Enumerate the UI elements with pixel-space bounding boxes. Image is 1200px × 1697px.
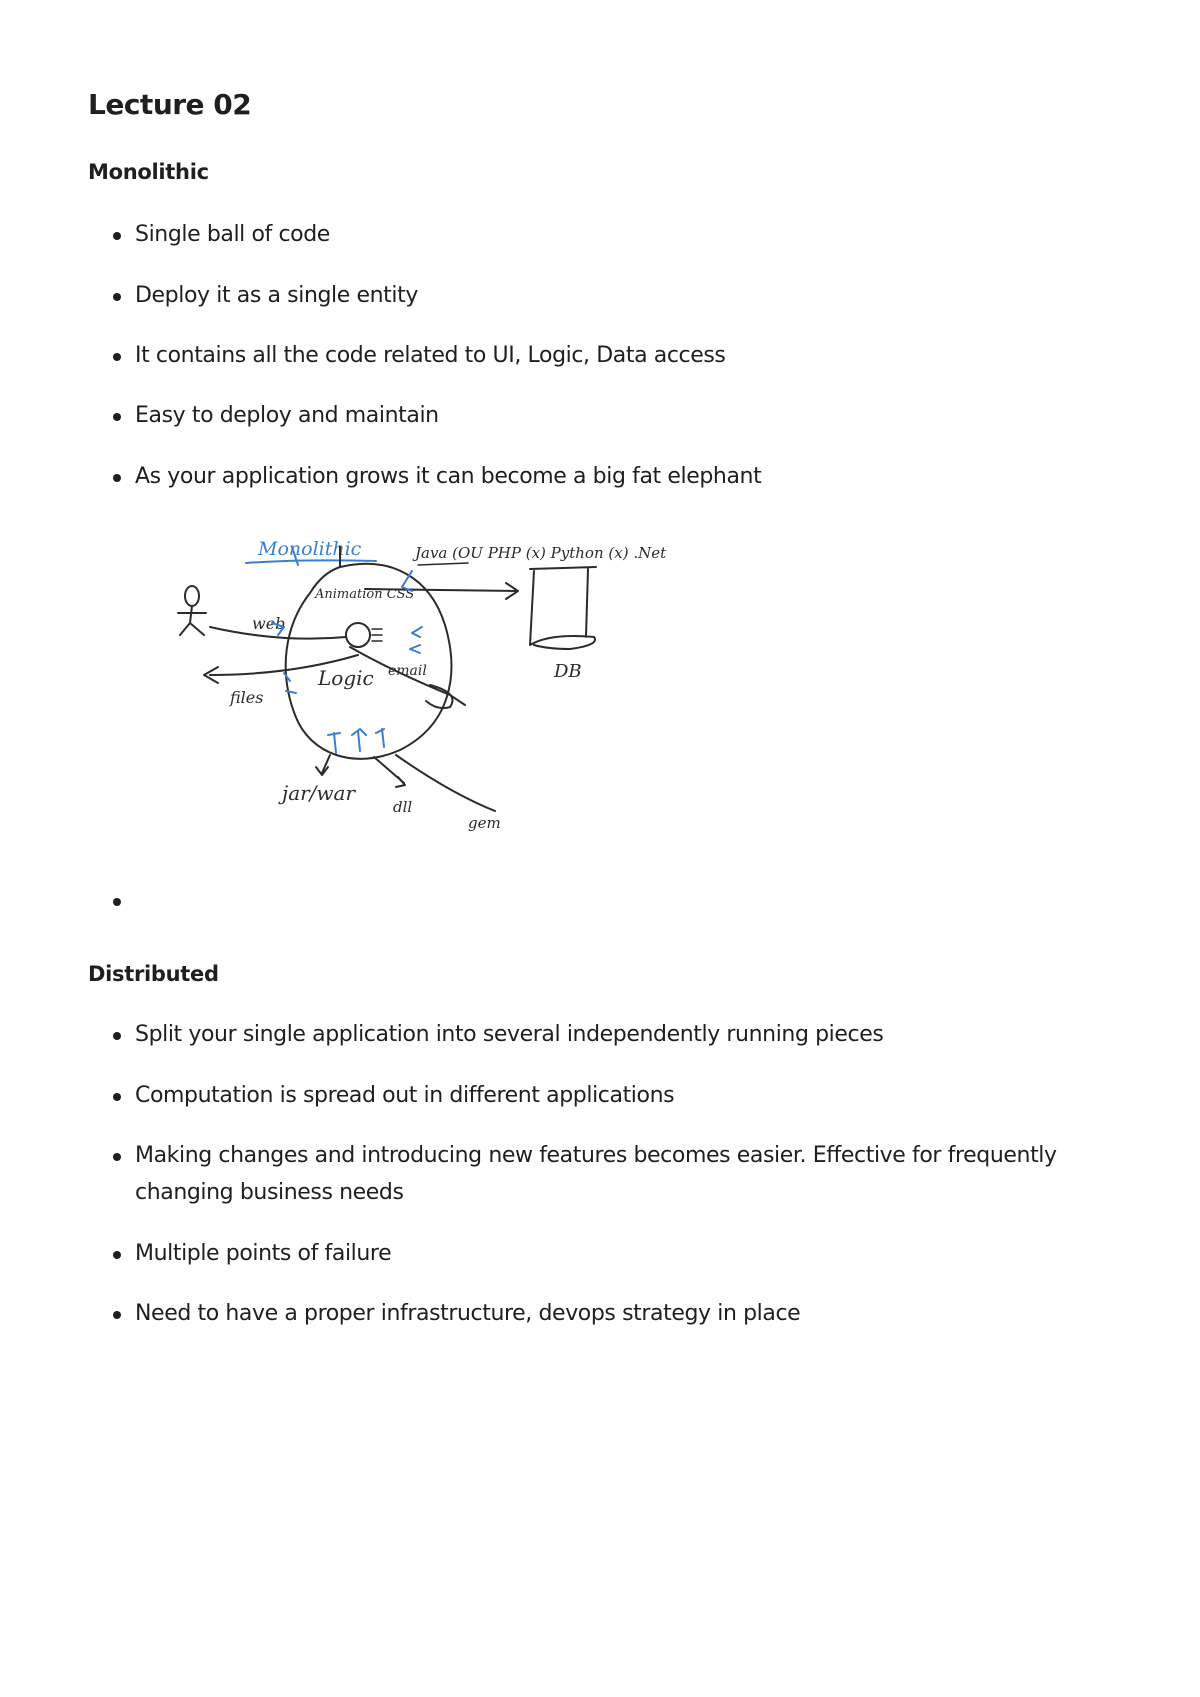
list-item: Need to have a proper infrastructure, devops strategy in place [135, 1295, 1125, 1332]
sketch-jar-label: jar/war [282, 781, 356, 805]
list-item: Easy to deploy and maintain [135, 397, 1125, 434]
sketch-email-label: email [388, 663, 427, 679]
sketch-monolithic-label: Monolithic [258, 538, 362, 560]
languages-underline [418, 563, 468, 565]
sketch-languages-label: Java (OU PHP (x) Python (x) .Net [415, 544, 667, 562]
sketch-logic-label: Logic [318, 666, 374, 690]
sketch-dll-label: dll [393, 798, 413, 816]
sketch-db-label: DB [554, 661, 582, 682]
distributed-heading: Distributed [88, 962, 219, 986]
list-item: Multiple points of failure [135, 1235, 1125, 1272]
list-item: Deploy it as a single entity [135, 277, 1125, 314]
page-title: Lecture 02 [88, 88, 252, 121]
monolithic-sketch [150, 525, 730, 885]
user-stick-figure-icon [178, 586, 206, 635]
sketch-files-label: files [230, 688, 264, 707]
sketch-ui-label: Animation CSS [315, 587, 415, 602]
monolithic-heading: Monolithic [88, 160, 209, 184]
gear-icon [346, 623, 370, 647]
list-item: As your application grows it can become a big fat elephant [135, 458, 1125, 495]
list-item: It contains all the code related to UI, Logic, Data access [135, 337, 1125, 374]
blue-underline [246, 560, 376, 563]
list-item: Single ball of code [135, 216, 1125, 253]
sketch-web-label: web [252, 614, 286, 633]
sketch-gem-label: gem [468, 814, 501, 832]
list-item: Computation is spread out in different applications [135, 1077, 1125, 1114]
interface-ticks [272, 547, 422, 753]
list-item: Making changes and introducing new features becomes easier. Effective for frequently changing business needs [135, 1137, 1125, 1211]
gear-lines [372, 629, 382, 641]
database-icon [530, 567, 596, 649]
list-item: Split your single application into several independently running pieces [135, 1016, 1125, 1053]
